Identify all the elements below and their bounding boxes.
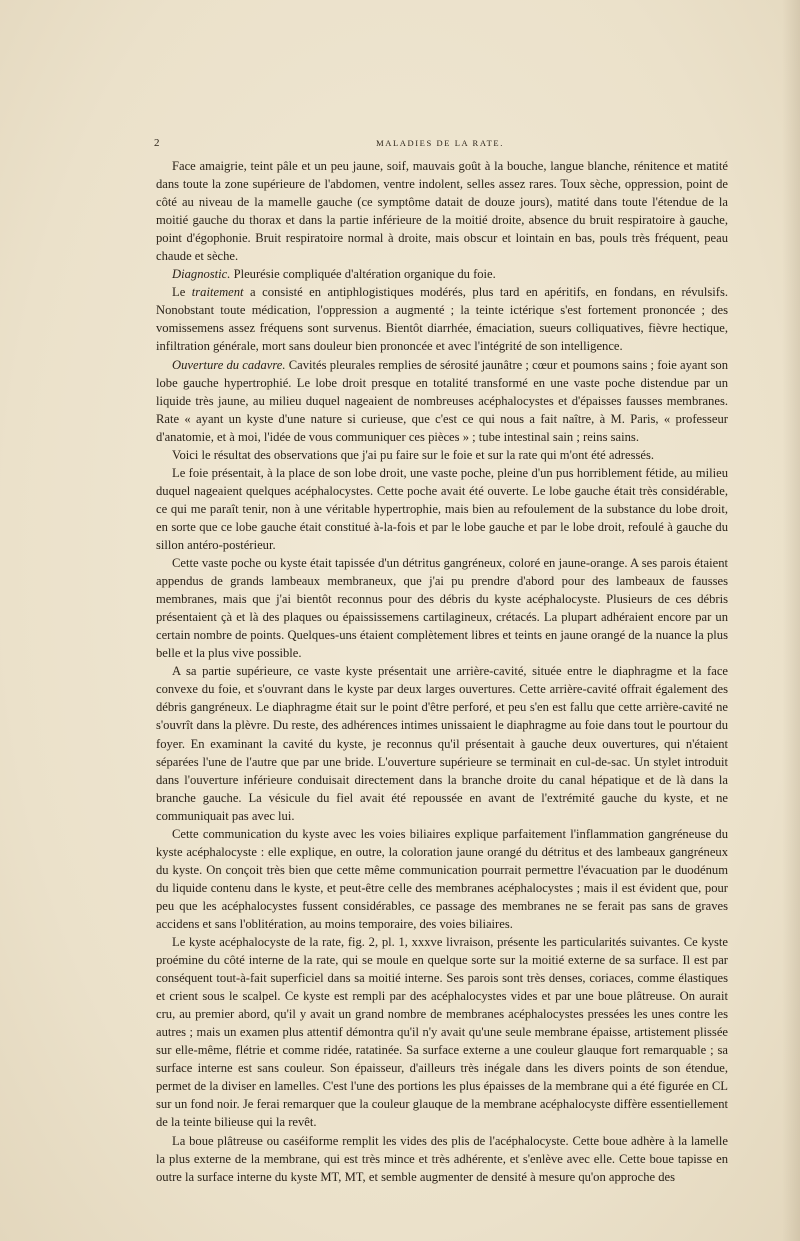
paragraph-upper-part: A sa partie supérieure, ce vaste kyste présentait une arrière-cavité, située entre le diaphragme et la face convexe du foie, et s'ouvrant dans le kyste par deux larges ouvertures. Cette arrière-cavité offrait également des débris gangréneux. Le diaphragme était sur le point d'être perforé, et peu s'en est fallu que cette arrière-cavité ne s'ouvrît dans la plèvre. Du reste, des adhérences intimes unissaient le diaphragme au foie dans tout le pourtour du foyer. En examinant la cavité du kyste, je reconnus qu'il présentait à gauche deux ouvertures, qui n'étaient séparées l'une de l'autre que par une bride. L'ouverture supérieure se terminait en cul-de-sac. Un stylet introduit dans l'ouverture inférieure conduisait directement dans la branche droite du canal hépatique et de là dans la branche gauche. La vésicule du fiel avait été repoussée en avant de l'extrémité gauche du kyste, et ne communiquait pas avec lui. (156, 664, 728, 823)
paragraph-liver: Le foie présentait, à la place de son lobe droit, une vaste poche, pleine d'un pus horriblement fétide, au milieu duquel nageaient quelques acéphalocystes. Cette poche avait été ouverte. Le lobe gauche était très considérable, ce qui me paraît tenir, non à une véritable hypertrophie, mais bien au refoulement de la substance du lobe droit, en sorte que ce lobe gauche était constitué à-la-fois et par le lobe gauche et par le lobe droit, refoulé à gauche du sillon antéro-postérieur. (156, 465, 728, 552)
paragraph-diagnostic: Diagnostic. Pleurésie compliquée d'altération organique du foie. (172, 267, 496, 282)
diagnostic-heading: Diagnostic. (172, 267, 231, 282)
paragraph-autopsy: Ouverture du cadavre. Cavités pleurales remplies de sérosité jaunâtre ; cœur et poumons sains ; foie ayant son lobe gauche hypertrophié. Le lobe droit presque en totalité transformé en une vaste poche distendue par un liquide très jaune, au milieu duquel nageaient de nombreuses acéphalocystes et d'épaisses fausses membranes. Rate « ayant un kyste d'une nature si curieuse, que c'est ce qui nous a fait naître, à M. Paris, « professeur d'anatomie, et à moi, l'idée de vous communiquer ces pièces » ; tube intestinal sain ; reins sains. (156, 357, 728, 444)
paragraph-plaster-mud: La boue plâtreuse ou caséiforme remplit les vides des plis de l'acéphalocyste. Cette boue adhère à la lamelle la plus externe de la membrane, qui est très mince et très adhérente, et s'enlève avec elle. Cette boue tapisse en outre la surface interne du kyste MT, MT, et semble augmenter de densité à mesure qu'on approche des (156, 1133, 728, 1184)
treatment-heading: traitement (191, 285, 244, 300)
page-number: 2 (154, 137, 160, 149)
paragraph-symptoms: Face amaigrie, teint pâle et un peu jaune, soif, mauvais goût à la bouche, langue blanche, rénitence et matité dans toute la zone supérieure de l'abdomen, ventre indolent, selles assez rares. Toux sèche, oppression, point de côté au niveau de la mamelle gauche (ce symptôme datait de douze jours), matité dans toute l'étendue de la moitié gauche du thorax et dans la partie inférieure de la moitié droite, absence du bruit respiratoire à gauche, point d'égophonie. Bruit respiratoire normal à droite, mais obscur et lointain en bas, pouls très fréquent, peau chaude et sèche. (156, 159, 728, 264)
body-text (156, 157, 728, 1186)
paragraph-spleen-cyst: Le kyste acéphalocyste de la rate, fig. 2, pl. 1, xxxve livraison, présente les particularités suivantes. Ce kyste proémine du côté interne de la rate, qui se moule en quelque sorte sur la moitié externe de sa surface. Il est par conséquent tout-à-fait superficiel dans sa moitié interne. Ses parois sont très denses, coriaces, comme élastiques et crient sous le scalpel. Ce kyste est rempli par des acéphalocystes vides et par une boue plâtreuse. On aurait cru, au premier abord, qu'il y avait un grand nombre de membranes acéphalocystes pressées les unes contre les autres ; mais un examen plus attentif démontra qu'il n'y avait qu'une seule membrane épaisse, artistement plissée sur elle-même, flétrie et comme ridée, ratatinée. Sa surface externe a une couleur glauque fort remarquable ; sa surface interne est sans couleur. Son épaisseur, d'ailleurs très inégale dans les divers points de son étendue, permet de la diviser en lamelles. C'est l'une des portions les plus épaisses de la membrane qui a été figurée en CL sur un fond noir. Je ferai remarquer que la couleur glauque de la membrane acéphalocyste diffère essentiellement de la teinte bilieuse qui la revêt. (156, 935, 728, 1130)
paragraph-communication: Cette communication du kyste avec les voies biliaires explique parfaitement l'inflammation gangréneuse du kyste acéphalocyste : elle explique, en outre, la coloration jaune orangé du détritus et des lambeaux gangréneux du kyste. On conçoit très bien que cette même communication pourrait permettre l'évacuation par le duodénum du liquide contenu dans le kyste, et peut-être celle des membranes acéphalocystes ; mais il est évident que, pour peu que les acéphalocystes fussent considérables, ce passage des membranes ne se ferait pas sans de graves accidens et sans l'oblitération, au moins temporaire, des voies biliaires. (156, 826, 728, 931)
page-header (148, 137, 732, 153)
paragraph-treatment: Le traitement a consisté en antiphlogistiques modérés, plus tard en apéritifs, en fondans, en révulsifs. Nonobstant toute médication, l'oppression a augmenté ; la teinte ictérique s'est fortement prononcée ; des vomissemens assez fréquens sont survenus. Bientôt diarrhée, émaciation, sueurs colliquatives, fièvre hectique, infiltration générale, mort sans douleur bien prononcée et avec l'intégrité de son intelligence. (156, 285, 728, 354)
page-edge-shadow (782, 0, 800, 1241)
autopsy-heading: Ouverture du cadavre. (172, 357, 286, 372)
paragraph-observations: Voici le résultat des observations que j'ai pu faire sur le foie et sur la rate qui m'ont été adressés. (172, 447, 655, 462)
paragraph-cyst: Cette vaste poche ou kyste était tapissée d'un détritus gangréneux, coloré en jaune-orange. A ses parois étaient appendus de grands lambeaux membraneux, que j'ai pu prendre d'abord pour des lambeaux de fausses membranes, mais que j'ai bientôt reconnus pour des débris du kyste acéphalocyste. Plusieurs de ces débris présentaient çà et là des plaques ou épaississemens cartilagineux, crétacés. La plupart adhéraient encore par un certain nombre de points. Quelques-uns étaient complètement libres et teints en jaune orangé de la nuance la plus belle et la plus vive possible. (156, 556, 728, 661)
running-title: MALADIES DE LA RATE. (376, 138, 504, 148)
